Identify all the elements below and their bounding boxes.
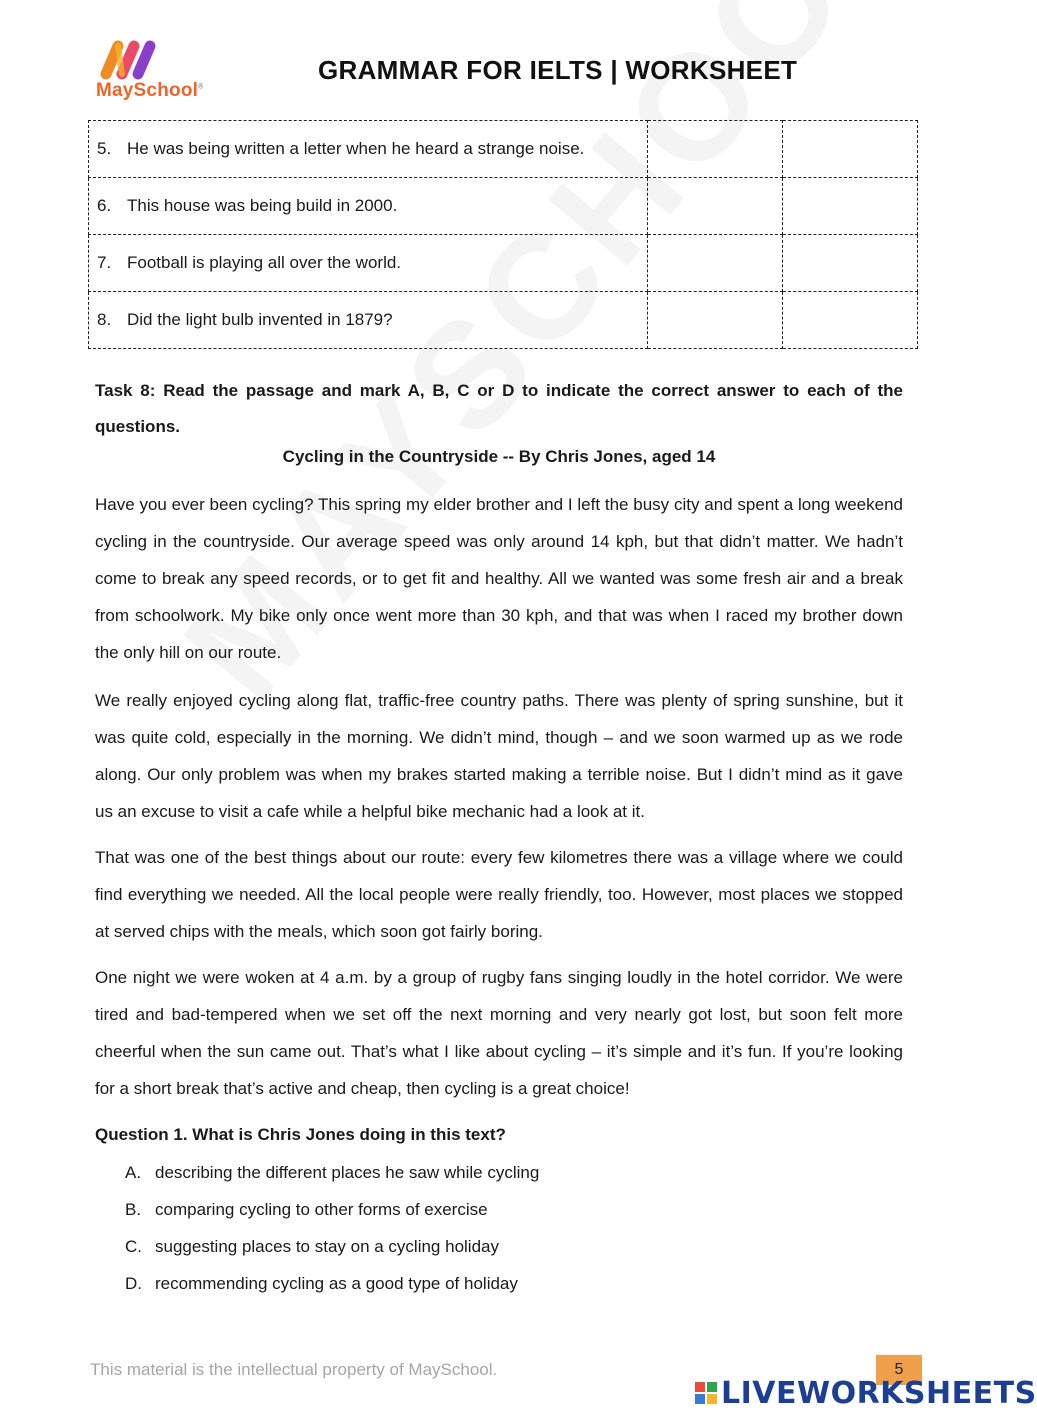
question-text: Question 1. What is Chris Jones doing in this text? bbox=[95, 1125, 506, 1144]
passage-paragraph: We really enjoyed cycling along flat, traffic-free country paths. There was plenty of spring sunshine, but it was quite cold, especially in the morning. We didn’t mind, though – and we soon warmed up as we rode along. Our only problem was when my brakes started making a terrible noise. But I didn’t mind as it gave us an excuse to visit a cafe while a helpful bike mechanic had a look at it. bbox=[95, 691, 903, 821]
table-row bbox=[89, 292, 918, 349]
liveworksheets-text: LIVEWORKSHEETS bbox=[721, 1375, 1037, 1411]
statement-cell bbox=[89, 292, 648, 349]
correction-cell[interactable] bbox=[783, 235, 918, 292]
answer-cell[interactable] bbox=[648, 178, 783, 235]
correction-cell[interactable] bbox=[783, 292, 918, 349]
option-letter: C. bbox=[125, 1237, 142, 1256]
option-c[interactable] bbox=[125, 1228, 539, 1265]
correction-cell[interactable] bbox=[783, 121, 918, 178]
statement-number: 8. bbox=[97, 310, 112, 329]
answer-table bbox=[88, 120, 918, 349]
statement-text: This house was being build in 2000. bbox=[127, 196, 398, 215]
option-text: suggesting places to stay on a cycling holiday bbox=[155, 1237, 499, 1256]
passage-paragraph: One night we were woken at 4 a.m. by a group of rugby fans singing loudly in the hotel corridor. We were tired and bad-tempered when we set off the next morning and very nearly got lost, but soon felt more cheerful when the sun came out. That’s what I like about cycling – it’s simple and it’s fun. If you’re looking for a short break that’s active and cheap, then cycling is a great choice! bbox=[95, 968, 903, 1098]
statement-text: Football is playing all over the world. bbox=[127, 253, 402, 272]
answer-options bbox=[125, 1154, 539, 1302]
statement-number: 5. bbox=[97, 139, 112, 158]
mayschool-logo-icon bbox=[92, 36, 182, 84]
statement-text: He was being written a letter when he heard a strange noise. bbox=[127, 139, 585, 158]
passage-paragraph: That was one of the best things about our route: every few kilometres there was a village where we could find everything we needed. All the local people were really friendly, too. However, most places we stopped at served chips with the meals, which soon got fairly boring. bbox=[95, 848, 903, 941]
option-letter: A. bbox=[125, 1163, 142, 1182]
statement-number: 6. bbox=[97, 196, 112, 215]
statement-cell bbox=[89, 178, 648, 235]
page-title: GRAMMAR FOR IELTS | WORKSHEET bbox=[318, 55, 798, 85]
option-letter: B. bbox=[125, 1200, 142, 1219]
passage-paragraph: Have you ever been cycling? This spring my elder brother and I left the busy city and spent a long weekend cycling in the countryside. Our average speed was only around 14 kph, but that didn’t matter. We hadn’t come to break any speed records, or to get fit and healthy. All we wanted was some fresh air and a break from schoolwork. My bike only once went more than 30 kph, and that was when I raced my brother down the only hill on our route. bbox=[95, 495, 903, 662]
option-text: recommending cycling as a good type of holiday bbox=[155, 1274, 518, 1293]
option-d[interactable] bbox=[125, 1265, 539, 1302]
registered-mark: ® bbox=[198, 83, 204, 91]
statement-cell bbox=[89, 235, 648, 292]
answer-cell[interactable] bbox=[648, 235, 783, 292]
option-letter: D. bbox=[125, 1274, 142, 1293]
correction-cell[interactable] bbox=[783, 178, 918, 235]
option-a[interactable] bbox=[125, 1154, 539, 1191]
statement-text: Did the light bulb invented in 1879? bbox=[127, 310, 393, 329]
statement-cell bbox=[89, 121, 648, 178]
option-text: comparing cycling to other forms of exercise bbox=[155, 1200, 488, 1219]
passage-title: Cycling in the Countryside -- By Chris Jones, aged 14 bbox=[282, 447, 716, 466]
answer-cell[interactable] bbox=[648, 292, 783, 349]
logo-text: MaySchool bbox=[96, 80, 199, 101]
footer-copyright: This material is the intellectual property of MaySchool. bbox=[90, 1360, 498, 1379]
table-row bbox=[89, 235, 918, 292]
mayschool-logo bbox=[92, 36, 222, 106]
statement-number: 7. bbox=[97, 253, 112, 272]
task-title: Task 8: Read the passage and mark A, B, C or D to indicate the correct answer to each of the questions. bbox=[95, 381, 903, 436]
table-row bbox=[89, 121, 918, 178]
liveworksheets-brand[interactable] bbox=[695, 1376, 1037, 1410]
option-text: describing the different places he saw while cycling bbox=[155, 1163, 540, 1182]
answer-cell[interactable] bbox=[648, 121, 783, 178]
table-row bbox=[89, 178, 918, 235]
liveworksheets-icon bbox=[695, 1382, 717, 1404]
page-number: 5 bbox=[876, 1355, 922, 1385]
option-b[interactable] bbox=[125, 1191, 539, 1228]
